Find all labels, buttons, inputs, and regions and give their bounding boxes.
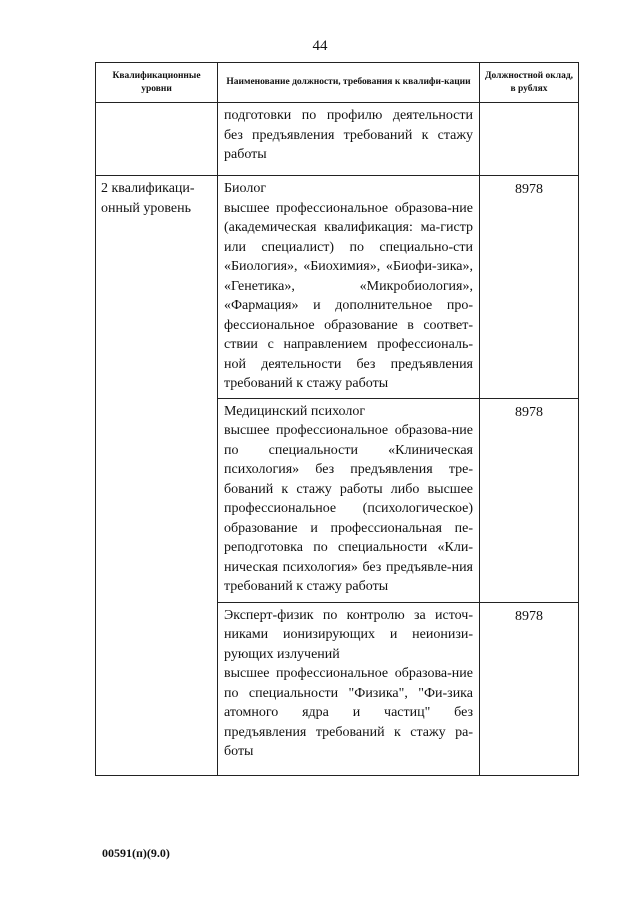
level-cell (96, 176, 218, 776)
table-row-continuation (96, 103, 579, 176)
salary-value: 8978 (515, 182, 543, 197)
salary-cell (480, 176, 579, 399)
salary-value: 8978 (515, 608, 543, 624)
table-header-row (96, 63, 579, 103)
position-requirements: высшее профессиональное образова-ние (академическая квалификация: ма-гистр или специалист) по специально-сти «Биология», «Биохимия», «Биофи-зика», «Генетика», «Микробиология», «Фармация» и дополнительное про-фессиональное образование в соответ-ствии с направлением профессиональ-ной деятельности без предъявления требований к стажу работы (224, 200, 473, 391)
continuation-text: подготовки по профилю деятельности без предъявления требований к стажу работы (224, 108, 473, 162)
position-cell (218, 398, 480, 602)
position-cell (218, 602, 480, 775)
level-cell-empty (96, 103, 218, 176)
qualification-table (95, 62, 579, 776)
salary-cell-empty (480, 103, 579, 176)
position-title: Медицинский психолог (224, 403, 366, 419)
position-requirements: высшее профессиональное образова-ние по специальности "Физика", "Фи-зика атомного ядра и частиц" без предъявления требований к стажу ра-боты (224, 666, 473, 759)
salary-cell (480, 398, 579, 602)
position-block (218, 176, 479, 398)
position-cell (218, 176, 480, 399)
position-title: Эксперт-физик по контролю за источ-никами ионизирующих и неионизи-рующих излучений (224, 607, 473, 662)
salary-cell (480, 602, 579, 775)
header-level: Квалификационные уровни (96, 63, 218, 103)
header-salary: Должностной оклад, в рублях (480, 63, 579, 103)
table-row (96, 176, 579, 399)
header-position: Наименование должности, требования к квалифи-кации (218, 63, 480, 103)
page-number: 44 (312, 38, 328, 54)
salary-value: 8978 (515, 404, 543, 420)
document-code: 00591(п)(9.0) (102, 846, 170, 860)
qualification-level-label: 2 квалификаци-онный уровень (101, 181, 195, 216)
position-cell (218, 103, 480, 176)
position-requirements: высшее профессиональное образова-ние по специальности «Клиническая психология» без предъявления тре-бований к стажу работы либо высшее профессиональное (психологическое) образование и профессиональная пе-реподготовка по специальности «Кли-ническая психология» без предъявле-ния требований к стажу работы (224, 423, 473, 594)
position-title: Биолог (224, 181, 267, 196)
position-block (218, 603, 479, 766)
position-block (218, 399, 479, 601)
